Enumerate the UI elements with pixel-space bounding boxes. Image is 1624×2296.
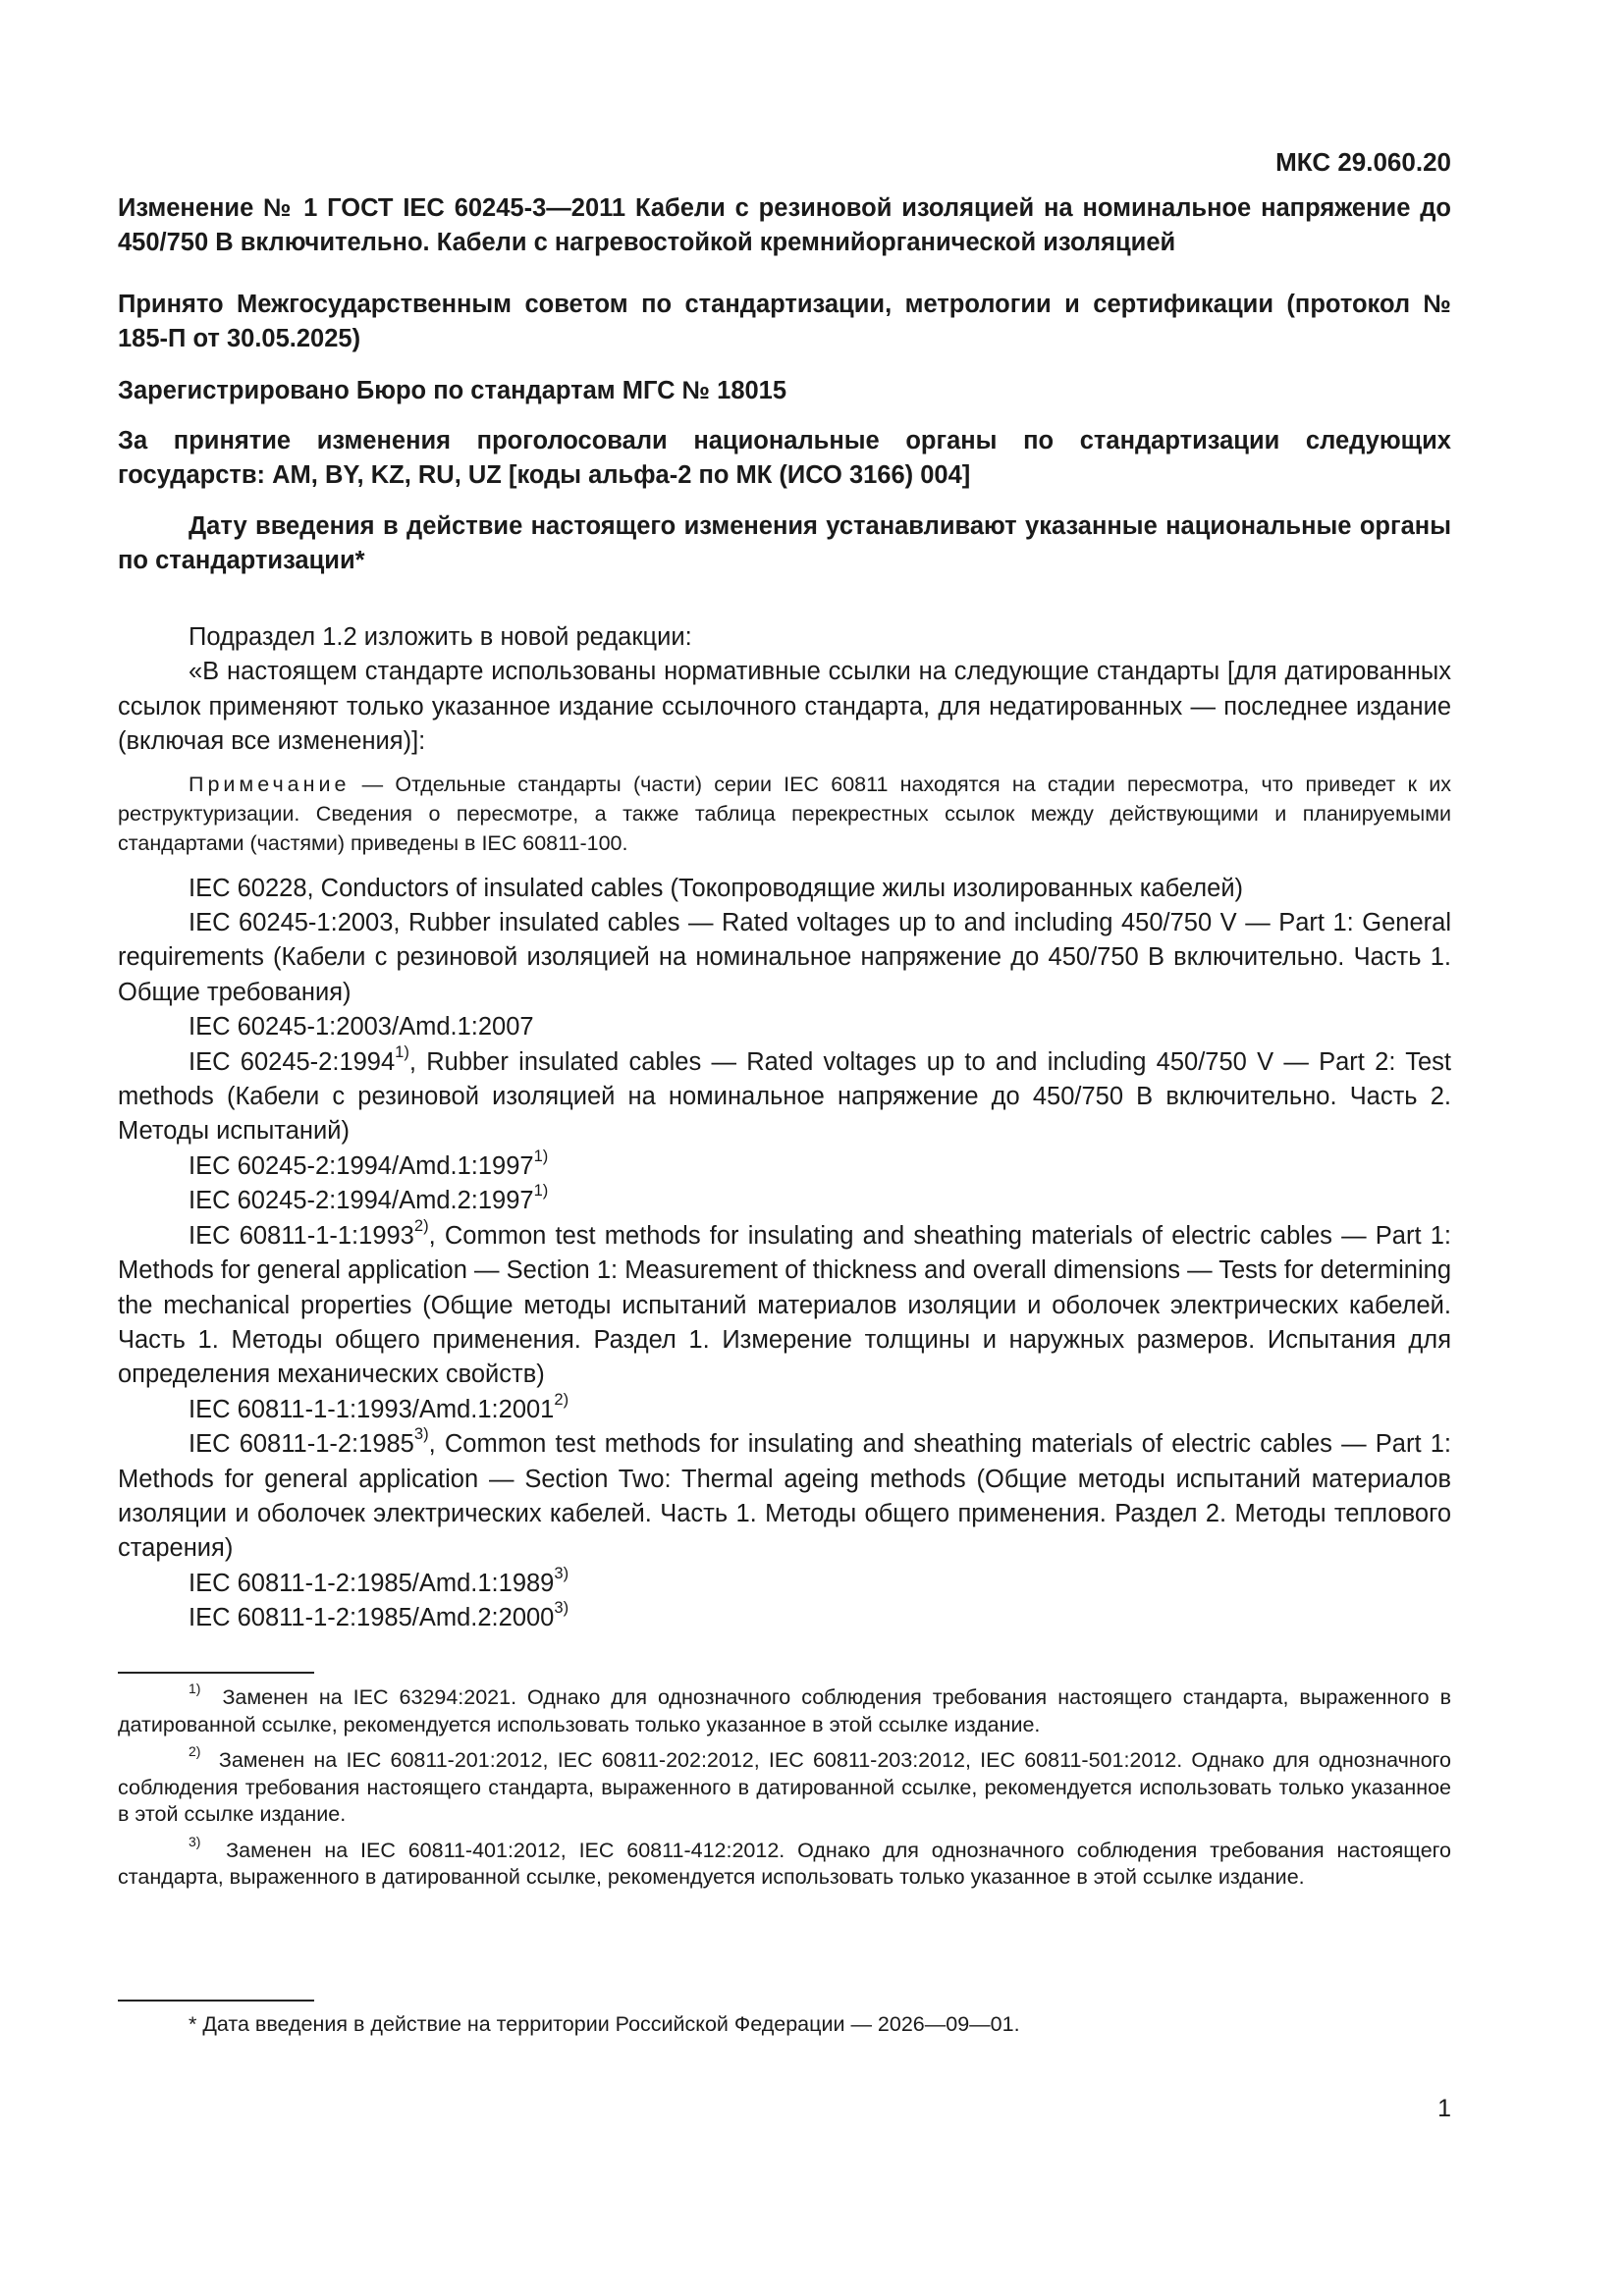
reference-designation: IEC 60811-1-2:1985/Amd.1:1989 [189,1569,555,1597]
footnote-text: Заменен на IEC 60811-401:2012, IEC 60811-412:2012. Однако для однозначного соблюдения требования настоящего стандарта, выраженного в датированной ссылке, рекомендуется использовать только указанное в этой ссылке издание. [118,1838,1451,1889]
reference-designation: IEC 60811-1-2:1985 [189,1430,414,1459]
reference-text: IEC 60245-1:2003/Amd.1:2007 [189,1013,534,1041]
reference-item [118,1181,1451,1218]
footnote-text: Заменен на IEC 63294:2021. Однако для однозначного соблюдения требования настоящего стандарта, выраженного в датированной ссылке, рекомендуется использовать только указанное в этой ссылке издание. [118,1685,1452,1736]
amendment-title: Изменение № 1 ГОСТ IEC 60245-3—2011 Кабели с резиновой изоляцией на номинальное напряжение до 450/750 В включительно. Кабели с нагревостойкой кремнийорганической изоляцией [118,194,1451,256]
reference-designation: IEC 60245-2:1994/Amd.2:1997 [189,1187,534,1215]
footnote-separator-2 [118,2000,314,2002]
reference-item [118,1010,1451,1044]
mks-code: МКС 29.060.20 [1275,147,1451,177]
reference-item [118,1389,1451,1427]
footnote-mark: 3) [189,1833,201,1849]
reference-item [118,1563,1451,1601]
footnote-separator [118,1672,314,1674]
reference-item [118,1149,1451,1184]
footnote-mark: 1) [189,1681,201,1697]
registered-statement: Зарегистрировано Бюро по стандартам МГС № 18015 [118,377,787,404]
footnote-marker: 3) [554,1563,569,1582]
reference-designation: IEC 60245-2:1994/Amd.1:1997 [189,1151,534,1180]
reference-item [118,1598,1451,1635]
note [118,770,1451,858]
footnote [118,1681,1452,1738]
reference-text: IEC 60245-1:2003, Rubber insulated cables — Rated voltages up to and including 450/750 V — Part 1: General requirements (Кабели с резиновой изоляцией на номинальное напряжение до 450/750 В включительно. Часть 1. Общие требования) [118,909,1451,1006]
footnote-marker: 3) [413,1424,429,1444]
footnote [118,1743,1451,1829]
footnote-mark: 2) [189,1743,201,1760]
reference-text: IEC 60228, Conductors of insulated cables (Токопроводящие жилы изолированных кабелей) [189,874,1244,902]
reference-title: , Common test methods for insulating and sheathing materials of electric cables — Part 1: Methods for general application — Section 1: Measurement of thickness and overall dimensions — Tests for determining the mechanical properties (Общие методы испытаний материалов изоляции и оболочек электрических кабелей. Часть 1. Методы общего применения. Раздел 1. Измерение толщины и наружных размеров. Испытания для определения механических свойств) [118,1221,1451,1389]
voted-statement: За принятие изменения проголосовали национальные органы по стандартизации следующих государств: AM, BY, KZ, RU, UZ [коды альфа-2 по МК (ИСО 3166) 004] [118,427,1451,489]
footnote-marker: 3) [554,1598,569,1618]
footnote-marker: 1) [395,1041,409,1061]
reference-item [118,906,1451,1010]
reference-item [118,1041,1451,1149]
reference-list [118,872,1451,1636]
reference-item [118,1215,1451,1393]
footnote-text: Заменен на IEC 60811-201:2012, IEC 60811-202:2012, IEC 60811-203:2012, IEC 60811-501:2012. Однако для однозначного соблюдения требования настоящего стандарта, выраженного в датированной ссылке, рекомендуется использовать только указанное в этой ссылке издание. [118,1748,1451,1826]
note-label: Примечание [189,772,351,796]
note-text: — Отдельные стандарты (части) серии IEC 60811 находятся на стадии пересмотра, что приведет к их реструктуризации. Сведения о пересмотре, а также таблица перекрестных ссылок между действующими и планируемыми стандартами (частями) приведены в IEC 60811-100. [118,772,1451,855]
reference-designation: IEC 60811-1-2:1985/Amd.2:2000 [189,1604,555,1632]
reference-designation: IEC 60245-2:1994 [189,1047,396,1076]
reference-designation: IEC 60811-1-1:1993/Amd.1:2001 [189,1395,555,1423]
effective-date-statement: Дату введения в действие настоящего изменения устанавливают указанные национальные органы по стандартизации* [118,512,1451,574]
page-number: 1 [1437,2095,1451,2122]
adopted-statement: Принято Межгосударственным советом по стандартизации, метрологии и сертификации (протокол № 185-П от 30.05.2025) [118,291,1451,352]
footnote [118,1833,1451,1892]
reference-item [118,1424,1451,1567]
effective-date-footnote: * Дата введения в действие на территории Российской Федерации — 2026—09—01. [189,2012,1020,2036]
reference-title: , Rubber insulated cables — Rated voltages up to and including 450/750 V — Part 2: Test methods (Кабели с резиновой изоляцией на номинальное напряжение до 450/750 В включительно. Часть 2. Методы испытаний) [118,1047,1451,1146]
footnote-marker: 1) [533,1147,549,1166]
intro-paragraph: «В настоящем стандарте использованы нормативные ссылки на следующие стандарты [для датированных ссылок применяют только указанное издание ссылочного стандарта, для недатированных — последнее издание (включая все изменения)]: [118,658,1451,756]
intro-line: Подраздел 1.2 изложить в новой редакции: [189,623,692,651]
footnote-marker: 2) [554,1389,569,1409]
reference-designation: IEC 60811-1-1:1993 [189,1221,414,1250]
footnotes [118,1681,1452,1900]
amendment-body [118,620,1451,1636]
reference-title: , Common test methods for insulating and sheathing materials of electric cables — Part 1: Methods for general application — Section Two: Thermal ageing methods (Общие методы испытаний материалов изоляции и оболочек электрических кабелей. Часть 1. Методы общего применения. Раздел 2. Методы теплового старения) [118,1430,1451,1563]
footnote-marker: 1) [533,1181,549,1201]
reference-item [118,872,1451,906]
footnote-marker: 2) [413,1215,429,1235]
